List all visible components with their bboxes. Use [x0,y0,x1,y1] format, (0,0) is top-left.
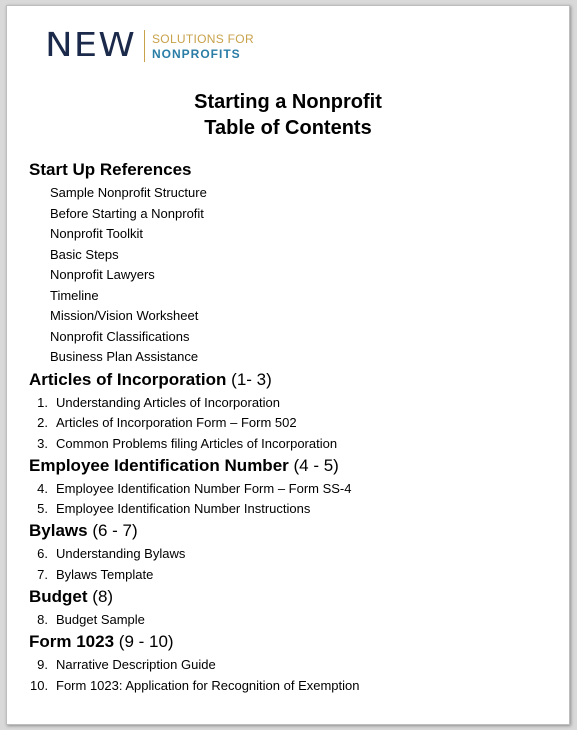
toc-item: Basic Steps [50,247,119,262]
section-heading [29,370,272,390]
item-label: Common Problems filing Articles of Incorporation [56,436,338,451]
section-page-range: (6 - 7) [92,521,138,540]
section-name: Articles of Incorporation [29,370,227,389]
section-page-range: (4 - 5) [293,456,339,475]
item-label: Understanding Bylaws [56,546,186,561]
section-name: Bylaws [29,521,88,540]
item-label: Form 1023: Application for Recognition of Exemption [56,678,360,693]
toc-item: Mission/Vision Worksheet [50,308,199,323]
item-label: Bylaws Template [56,567,154,582]
item-number: 3. [37,436,48,451]
section-name: Employee Identification Number [29,456,289,475]
item-number: 2. [37,415,48,430]
item-label: Understanding Articles of Incorporation [56,395,281,410]
toc-item: Sample Nonprofit Structure [50,185,207,200]
toc-item: Business Plan Assistance [50,349,199,364]
toc-item: Before Starting a Nonprofit [50,206,204,221]
section-name: Start Up References [29,160,192,179]
logo-wordmark: NEW [45,25,136,64]
section-page-range: (1- 3) [231,370,272,389]
item-label: Articles of Incorporation Form – Form 502 [56,415,297,430]
section-name: Form 1023 [29,632,115,651]
logo-tagline-1: SOLUTIONS FOR [152,32,254,46]
item-number: 10. [30,678,49,693]
item-number: 9. [37,657,48,672]
document-page [6,5,570,725]
section-heading [29,456,339,476]
item-number: 1. [37,395,48,410]
section-heading [29,587,113,607]
item-number: 5. [37,501,48,516]
toc-item: Nonprofit Lawyers [50,267,155,282]
item-label: Employee Identification Number Form – Form SS-4 [56,481,352,496]
toc-item: Nonprofit Classifications [50,329,190,344]
document-subtitle: Table of Contents [204,117,372,139]
logo-divider [144,30,145,62]
item-number: 6. [37,546,48,561]
section-heading [29,160,192,180]
toc-item: Nonprofit Toolkit [50,226,143,241]
item-label: Budget Sample [56,612,145,627]
item-number: 4. [37,481,48,496]
section-name: Budget [29,587,88,606]
document-title: Starting a Nonprofit [194,91,382,113]
section-heading [29,632,174,652]
section-page-range: (9 - 10) [118,632,174,651]
section-page-range: (8) [92,587,114,606]
item-label: Narrative Description Guide [56,657,216,672]
section-heading [29,521,138,541]
item-number: 7. [37,567,48,582]
item-label: Employee Identification Number Instructions [56,501,311,516]
logo-tagline-2: NONPROFITS [152,47,241,61]
toc-item: Timeline [50,288,99,303]
item-number: 8. [37,612,48,627]
